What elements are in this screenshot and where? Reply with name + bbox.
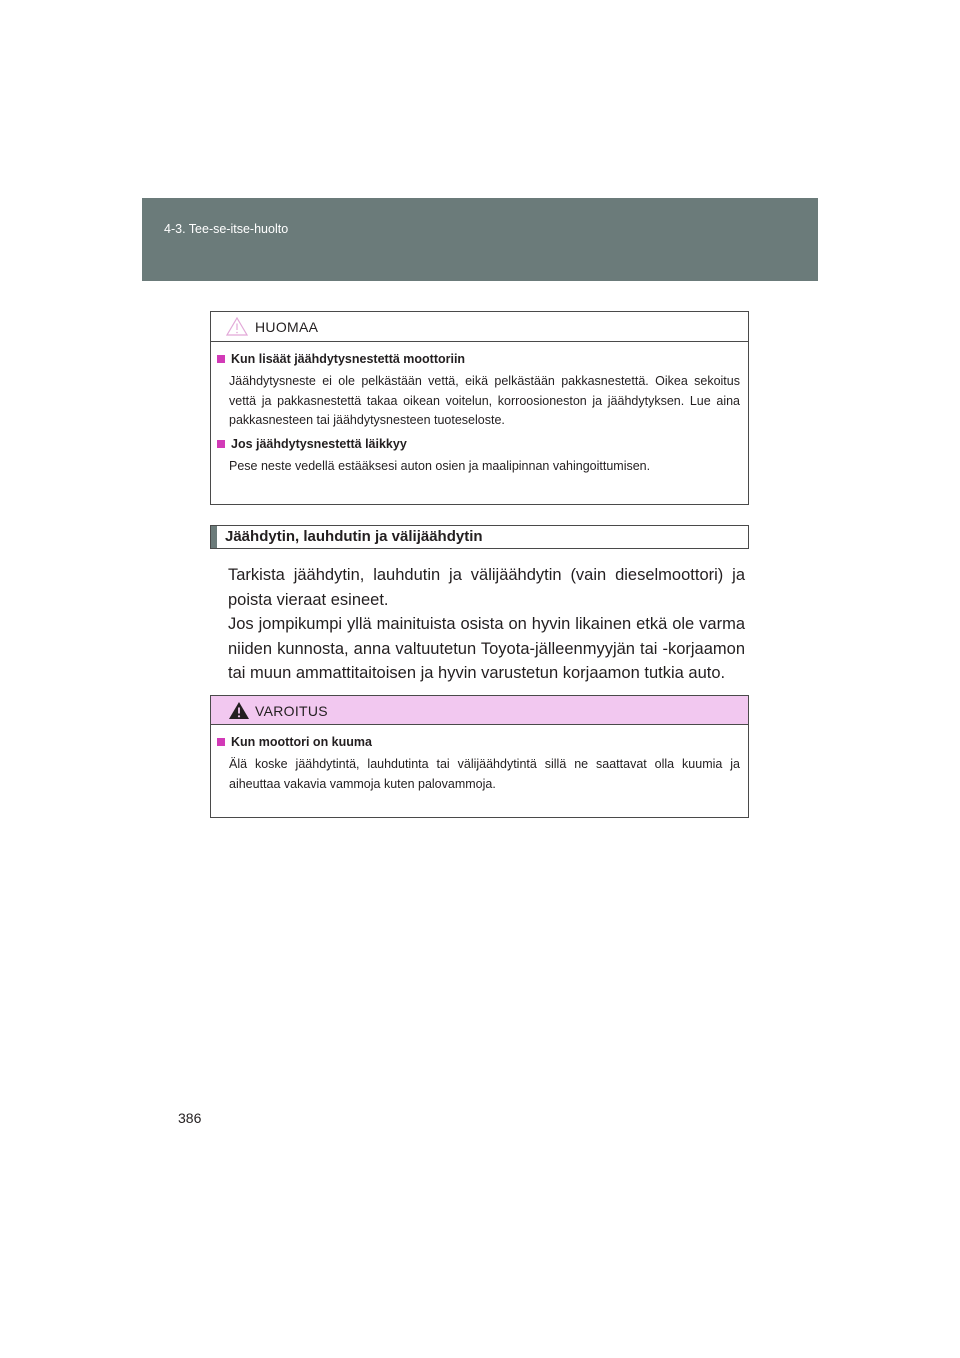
page-number: 386 [178, 1110, 202, 1126]
warning-title-row [211, 696, 748, 725]
caution-filled-icon [228, 701, 250, 720]
notice-item-heading-text: Kun lisäät jäähdytysnestettä moottoriin [231, 352, 466, 366]
section-heading [210, 525, 749, 549]
notice-item-heading [217, 352, 742, 366]
square-bullet-icon [217, 738, 225, 746]
notice-item-body: Pese neste vedellä estääksesi auton osien ja maalipinnan vahingoittumisen. [229, 458, 651, 473]
body-paragraph [228, 563, 745, 686]
header-band [142, 198, 818, 281]
square-bullet-icon [217, 355, 225, 363]
warning-content [211, 725, 748, 794]
notice-title-row [211, 312, 748, 342]
section-heading-text: Jäähdytin, lauhdutin ja välijäähdytin [225, 528, 483, 545]
notice-item-heading [217, 437, 742, 451]
notice-content [211, 342, 748, 476]
square-bullet-icon [217, 440, 225, 448]
body-paragraph-2: Jos jompikumpi yllä mainituista osista on hyvin likainen etkä ole varma niiden kunnosta, anna valtuutetun Toyota-jälleenmyyjän tai -korjaamon tai muun ammattitaitoisen ja hyvin varustetun korjaamon tutkia auto. [228, 615, 745, 682]
warning-item-body: Älä koske jäähdytintä, lauhdutinta tai välijäähdytintä sillä ne saattavat olla kuumia ja aiheuttaa vakavia vammoja kuten palovammoja. [229, 757, 740, 791]
body-paragraph-1: Tarkista jäähdytin, lauhdutin ja välijäähdytin (vain dieselmoottori) ja poista vieraat esineet. [228, 566, 745, 609]
warning-title: VAROITUS [255, 703, 328, 719]
notice-item-body: Jäähdytysneste ei ole pelkästään vettä, eikä pelkästään pakkasnestettä. Oikea sekoitus vettä ja pakkasnestettä takaa oikean voitelun, korroosioneston ja jäähdytyksen. Lue aina pakkasnesteen tai jäähdytysnesteen tuoteseloste. [229, 374, 740, 427]
section-title: 4-3. Tee-se-itse-huolto [164, 222, 289, 236]
warning-item-heading-text: Kun moottori on kuuma [231, 735, 372, 749]
warning-box [210, 695, 749, 818]
warning-item-heading [217, 735, 742, 749]
section-heading-bar [211, 526, 217, 548]
notice-item-heading-text: Jos jäähdytysnestettä läikkyy [231, 436, 407, 451]
notice-box [210, 311, 749, 505]
notice-title: HUOMAA [255, 319, 319, 335]
caution-outline-icon [226, 317, 248, 336]
